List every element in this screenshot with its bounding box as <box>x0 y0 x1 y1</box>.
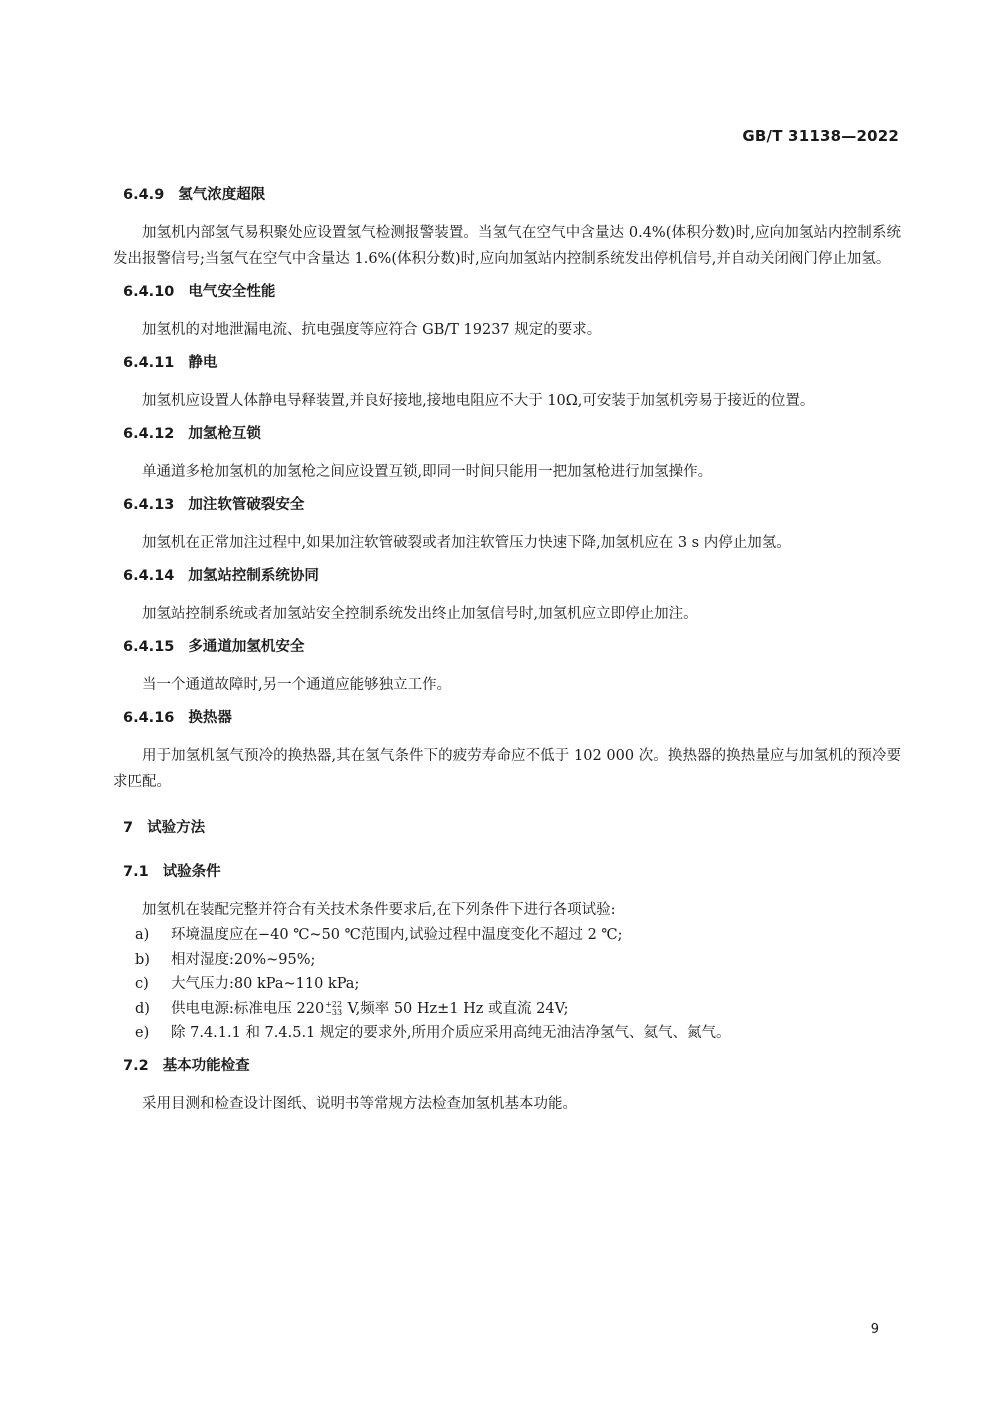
clause-paragraph-6-4-13: 加氢机在正常加注过程中,如果加注软管破裂或者加注软管压力快速下降,加氢机应在 3 s 内停止加氢。 <box>142 535 791 551</box>
clause-title: 换热器 <box>188 710 232 726</box>
tolerance-lower: −33 <box>325 1007 343 1017</box>
clause-paragraph-7-1: 加氢机在装配完整并符合有关技术条件要求后,在下列条件下进行各项试验: <box>142 902 616 918</box>
clause-title: 加氢站控制系统协同 <box>188 568 319 584</box>
list-marker: b) <box>135 951 150 968</box>
clause-number: 6.4.15 <box>123 639 175 655</box>
clause-title: 加氢枪互锁 <box>188 426 261 442</box>
list-item <box>135 972 901 997</box>
clause-title: 电气安全性能 <box>188 284 276 300</box>
list-text: 相对湿度:20%~95%; <box>171 951 316 968</box>
clause-number: 6.4.10 <box>123 284 175 300</box>
list-item <box>135 997 901 1022</box>
clause-number: 7.2 <box>123 1057 149 1074</box>
clause-paragraph-6-4-11: 加氢机应设置人体静电导释装置,并良好接地,接地电阻应不大于 10Ω,可安装于加氢机旁易于接近的位置。 <box>142 393 815 409</box>
clause-number: 6.4.13 <box>123 497 175 513</box>
clause-number: 7.1 <box>123 864 149 880</box>
chapter-number: 7 <box>123 820 134 836</box>
clause-heading-6-4-14 <box>123 565 901 587</box>
clause-heading-6-4-12 <box>123 423 901 445</box>
tolerance-upper: +22 <box>325 999 343 1009</box>
clause-paragraph-6-4-16: 用于加氢机氢气预冷的换热器,其在氢气条件下的疲劳寿命应不低于 102 000 次。换热器的换热量应与加氢机的预冷要求匹配。 <box>113 748 901 790</box>
clause-number: 6.4.9 <box>123 187 165 203</box>
list-marker: c) <box>135 976 149 992</box>
clause-paragraph-6-4-10: 加氢机的对地泄漏电流、抗电强度等应符合 GB/T 19237 规定的要求。 <box>142 322 602 338</box>
clause-heading-6-4-11 <box>123 352 901 374</box>
clause-paragraph-7-2: 采用目测和检查设计图纸、说明书等常规方法检查加氢机基本功能。 <box>142 1095 577 1112</box>
clause-title: 加注软管破裂安全 <box>188 497 305 513</box>
document-body <box>113 184 901 1117</box>
list-text: 大气压力:80 kPa~110 kPa; <box>171 976 360 992</box>
list-item <box>135 948 901 973</box>
list-marker: d) <box>135 1000 150 1017</box>
standard-number: GB/T 31138—2022 <box>742 127 899 145</box>
clause-heading-6-4-10 <box>123 281 901 303</box>
clause-title: 静电 <box>188 355 218 371</box>
clause-number: 6.4.11 <box>123 355 175 371</box>
clause-title: 多通道加氢机安全 <box>188 639 305 655</box>
clause-paragraph-6-4-14: 加氢站控制系统或者加氢站安全控制系统发出终止加氢信号时,加氢机应立即停止加注。 <box>142 606 698 622</box>
clause-title: 试验条件 <box>162 864 221 880</box>
list-text-before: 供电电源:标准电压 220 <box>171 1000 325 1017</box>
list-text-after: V,频率 50 Hz±1 Hz 或直流 24V; <box>343 1000 569 1017</box>
clause-heading-6-4-15 <box>123 636 901 658</box>
list-text: 环境温度应在−40 ℃~50 ℃范围内,试验过程中温度变化不超过 2 ℃; <box>171 927 623 943</box>
clause-paragraph-6-4-12: 单通道多枪加氢机的加氢枪之间应设置互锁,即同一时间只能用一把加氢枪进行加氢操作。 <box>142 464 713 480</box>
page-number: 9 <box>870 1322 879 1337</box>
list-text: 除 7.4.1.1 和 7.4.5.1 规定的要求外,所用介质应采用高纯无油洁净氢气、氦气、氮气。 <box>171 1025 731 1041</box>
clause-number: 6.4.12 <box>123 426 175 442</box>
chapter-heading-7 <box>123 817 901 839</box>
clause-title: 基本功能检查 <box>162 1057 250 1074</box>
clause-paragraph-6-4-9: 加氢机内部氢气易积聚处应设置氢气检测报警装置。当氢气在空气中含量达 0.4%(体积分数)时,应向加氢站内控制系统发出报警信号;当氢气在空气中含量达 1.6%(体积分数)时,应向加氢站内控制系统发出停机信号,并自动关闭阀门停止加氢。 <box>113 225 901 267</box>
clause-number: 6.4.14 <box>123 568 175 584</box>
clause-heading-6-4-13 <box>123 494 901 516</box>
clause-heading-7-1 <box>123 861 901 883</box>
clause-paragraph-6-4-15: 当一个通道故障时,另一个通道应能够独立工作。 <box>142 677 452 693</box>
list-marker: a) <box>135 927 150 943</box>
list-item <box>135 1021 901 1046</box>
list-marker: e) <box>135 1025 150 1041</box>
clause-title: 氢气浓度超限 <box>178 187 266 203</box>
clause-heading-7-2 <box>123 1055 901 1077</box>
clause-heading-6-4-9 <box>123 184 901 206</box>
clause-number: 6.4.16 <box>123 710 175 726</box>
chapter-title: 试验方法 <box>147 820 206 836</box>
list-item <box>135 923 901 948</box>
voltage-tolerance <box>325 1001 342 1017</box>
clause-heading-6-4-16 <box>123 707 901 729</box>
